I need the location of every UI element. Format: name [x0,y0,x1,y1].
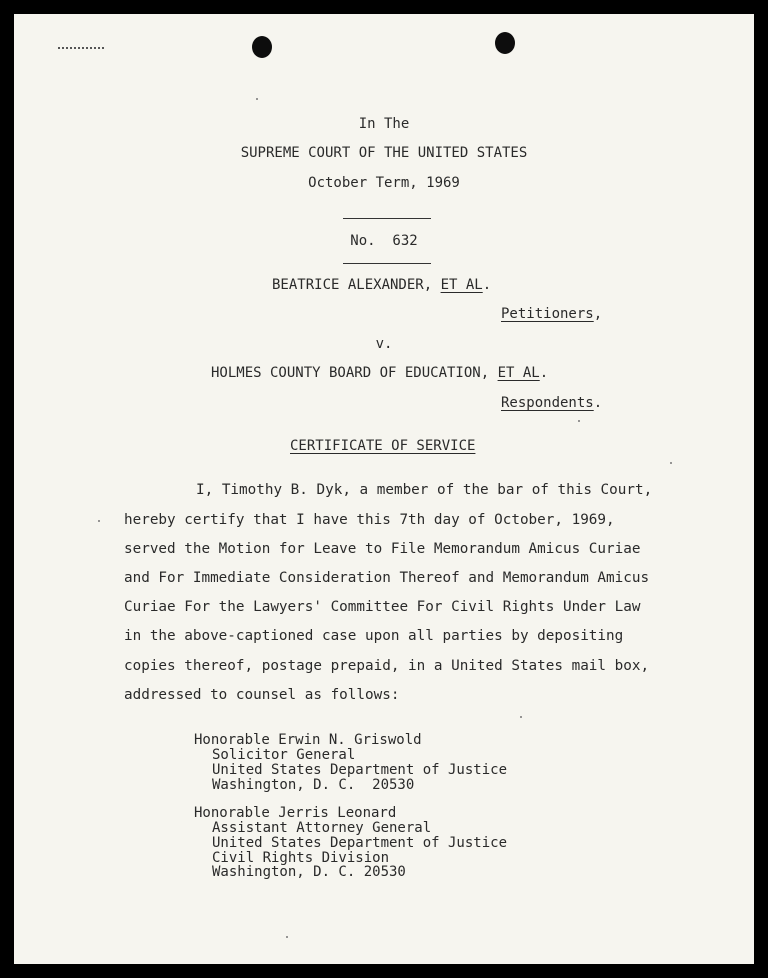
caption-in-the: In The [358,116,410,132]
punch-hole [252,36,272,58]
addressee-name: Honorable Jerris Leonard [194,805,397,821]
petitioner-dot: . [482,277,492,293]
body-line: I, Timothy B. Dyk, a member of the bar of this Court, [196,482,653,498]
respondent-role: Respondents [501,395,594,411]
divider-line [343,263,431,264]
petitioner-role: Petitioners [501,306,594,322]
pencil-mark [58,47,104,51]
petitioner-et-al: ET AL [440,277,483,293]
addressee-line: United States Department of Justice [212,762,508,778]
addressee-line: Civil Rights Division [212,850,390,866]
docket-number: No. 632 [350,233,418,249]
addressee-line: Washington, D. C. 20530 [212,864,406,880]
petitioner-name: BEATRICE ALEXANDER, [272,277,441,293]
respondent-line [211,366,548,380]
body-line: Curiae For the Lawyers' Committee For Civil Rights Under Law [124,599,641,615]
petitioner-role-line [501,307,602,321]
versus: v. [375,336,393,352]
paper-speck [578,420,580,422]
addressee-line: United States Department of Justice [212,835,508,851]
addressee-name: Honorable Erwin N. Griswold [194,732,422,748]
body-line: hereby certify that I have this 7th day of October, 1969, [124,512,615,528]
punch-hole [495,32,515,54]
respondent-name: HOLMES COUNTY BOARD OF EDUCATION, [211,365,498,381]
certificate-title: CERTIFICATE OF SERVICE [290,438,476,454]
paper-speck [256,98,258,100]
addressee-line: Washington, D. C. 20530 [212,777,415,793]
paper-speck [98,520,100,522]
court-name: SUPREME COURT OF THE UNITED STATES [240,145,528,161]
respondent-dot: . [539,365,549,381]
petitioner-role-punct: , [593,306,603,322]
court-term: October Term, 1969 [308,175,460,191]
body-line: copies thereof, postage prepaid, in a United States mail box, [124,658,650,674]
body-line: addressed to counsel as follows: [124,687,400,703]
body-line: and For Immediate Consideration Thereof and Memorandum Amicus [124,570,650,586]
divider-line [343,218,431,219]
addressee-line: Solicitor General [212,747,356,763]
respondent-role-line [501,396,602,410]
paper-speck [670,462,672,464]
body-line: served the Motion for Leave to File Memorandum Amicus Curiae [124,541,641,557]
respondent-et-al: ET AL [497,365,540,381]
paper-speck [520,716,522,718]
paper-speck [286,936,288,938]
petitioner-line [272,278,491,292]
body-line: in the above-captioned case upon all parties by depositing [124,628,624,644]
respondent-role-punct: . [593,395,603,411]
addressee-line: Assistant Attorney General [212,820,432,836]
